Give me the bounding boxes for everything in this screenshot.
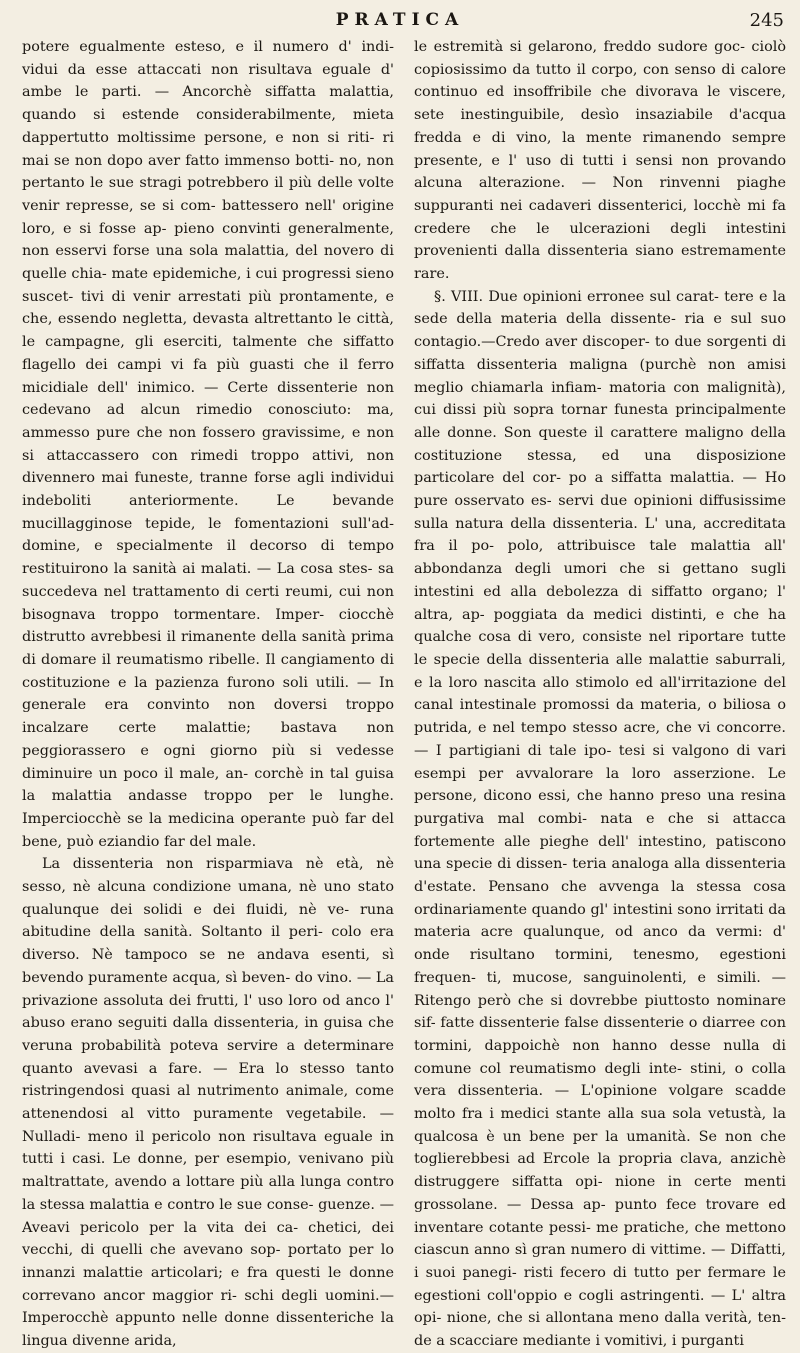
paragraph: La dissenteria non risparmiava nè età, nè sesso, nè alcuna condizione umana, nè uno stato qualunque dei solidi e dei fluidi, nè ve- runa abitudine della sanità. Soltanto il peri- colo era diverso. Nè tampoco se ne andava esenti, sì bevendo puramente acqua, sì beven- do vino. — La privazione assoluta dei frutti, l' uso loro od anco l' abuso erano seguiti dalla dissenteria, in guisa che veruna probabilità poteva servire a determinare quanto avevasi a fare. — Era lo stesso tanto ristringendosi quasi al nutrimento animale, come attenendosi al vitto puramente vegetabile. — Nulladi- meno il pericolo non risultava eguale in tutti i casi. Le donne, per esempio, venivano più maltrattate, avendo a lottare più alla lunga contro la stessa malattia e contro le sue conse- guenze. — Aveavi pericolo per la vita dei ca- chetici, dei vecchi, di quelli che avevano sop- portato per lo innanzi malattie articolari; e fra questi le donne correvano ancor maggior ri- schi degli uomini.—Imperocchè appunto nelle donne dissenteriche la lingua divenne arida, [22,856,394,1350]
page-header [0,6,800,32]
paragraph: potere egualmente esteso, e il numero d' indi- vidui da esse attaccati non risultava eguale d' ambe le parti. — Ancorchè siffatta malattia, quando si estende considerabilmente, mieta dappertutto moltissime persone, e non si riti- ri mai se non dopo aver fatto immenso botti- no, non pertanto le sue stragi potrebbero il più delle volte venir represse, se si com- battessero nell' origine loro, e si fosse ap- pieno convinti generalmente, non esservi forse una sola malattia, del novero di quelle chia- mate epidemiche, i cui progressi sieno suscet- tivi di venir arrestati più prontamente, e che, essendo negletta, devasta altrettanto le città, le campagne, gli eserciti, talmente che siffatto flagello dei campi vi fa più guasti che il ferro micidiale dell' inimico. — Certe dissenterie non cedevano ad alcun rimedio conosciuto: ma, ammesso pure che non fossero gravissime, e non si attaccassero con rimedi troppo attivi, non divennero mai funeste, tranne forse agli individui indeboliti anteriormente. Le bevande mucillagginose tepide, le fomentazioni sull'ad- domine, e specialmente il decorso di tempo restituirono la sanità ai malati. — La cosa stes- sa succedeva nel trattamento di certi reumi, cui non bisognava troppo tormentare. Imper- ciocchè distrutto avrebbesi il rimanente della sanità prima di domare il reumatismo ribelle. Il cangiamento di costituzione e la pazienza furono soli utili. — In generale era convinto non doversi troppo incalzare certe malattie; bastava non peggiorassero e ogni giorno più si vedesse diminuire un poco il male, an- corchè in tal guisa la malattia andasse troppo per le lunghe. Imperciocchè se la medicina operante può far del bene, può eziandio far del male. [22,39,394,850]
page-number: 245 [749,10,784,31]
left-column [22,36,394,1353]
section-paragraph: §. VIII. Due opinioni erronee sul carat- tere e la sede della materia della dissente- ria e sul suo contagio.—Credo aver discoper- to due sorgenti di siffatta dissenteria maligna (purchè non amisi meglio chiamarla infiam- matoria con malignità), cui dissi più sopra tornar funesta principalmente alle donne. Son queste il carattere maligno della costituzione stessa, ed una disposizione particolare del cor- po a siffatta malattia. — Ho pure osservato es- servi due opinioni diffusissime sulla natura della dissenteria. L' una, accreditata fra il po- polo, attribuisce tale malattia all' abbondanza degli umori che si gettano sugli intestini ed alla debolezza di siffatto organo; l' altra, ap- poggiata da medici distinti, e che ha qualche cosa di vero, consiste nel riportare tutte le specie della dissenteria alle malattie saburrali, e la loro nascita allo stimolo ed all'irritazione del canal intestinale promossi da materia, o biliosa o putrida, e nel tempo stesso acre, che vi concorre. — I partigiani di tale ipo- tesi si valgono di vari esempi per avvalorare la loro asserzione. Le persone, dicono essi, che hanno preso una resina purgativa mal combi- nata e che si attacca fortemente alle pieghe dell' intestino, patiscono una specie di dissen- teria analoga alla dissenteria d'estate. Pensano che avvenga la stessa cosa ordinariamente quando gl' intestini sono irritati da materia acre qualunque, od anco da vermi: d' onde risultano tormini, tenesmo, egestioni frequen- ti, mucose, sanguinolenti, e simili. — Ritengo però che si dovrebbe piuttosto nominare sif- fatte dissenterie false dissenterie o diarree con tormini, dappoichè non hanno desse nulla di comune col reumatismo degli inte- stini, o colla vera dissenteria. — L'opinione volgare scadde molto fra i medici stante alla sua sola vetustà, la qualcosa è un bene per la umanità. Se non che toglierebbesi ad Ercole la propria clava, anzichè distruggere siffatta opi- nione in certe menti grossolane. — Dessa ap- punto fece trovare ed inventare cotante pessi- me pratiche, che mettono ciascun anno sì gran numero di vittime. — Diffatti, i suoi panegi- risti fecero di tutto per fermare le egestioni coll'oppio e cogli astringenti. — L' altra opi- nione, che si allontana meno dalla verità, ten- de a scacciare mediante i vomitivi, i purganti [414,288,786,1350]
running-title: PRATICA [335,10,465,30]
paragraph: le estremità si gelarono, freddo sudore goc- ciolò copiosissimo da tutto il corpo, con senso di calore continuo ed insoffribile che divorava le viscere, sete inestinguibile, desìo insaziabile d'acqua fredda e di vino, la mente rimanendo sempre presente, e l' uso di tutti i sensi non provando alcuna alterazione. — Non rinvenni piaghe suppuranti nei cadaveri dissenterici, locchè mi fa credere che le ulcerazioni degli intestini provenienti dalla dissenteria siano estremamente rare. [414,39,786,283]
right-column [414,36,786,1353]
